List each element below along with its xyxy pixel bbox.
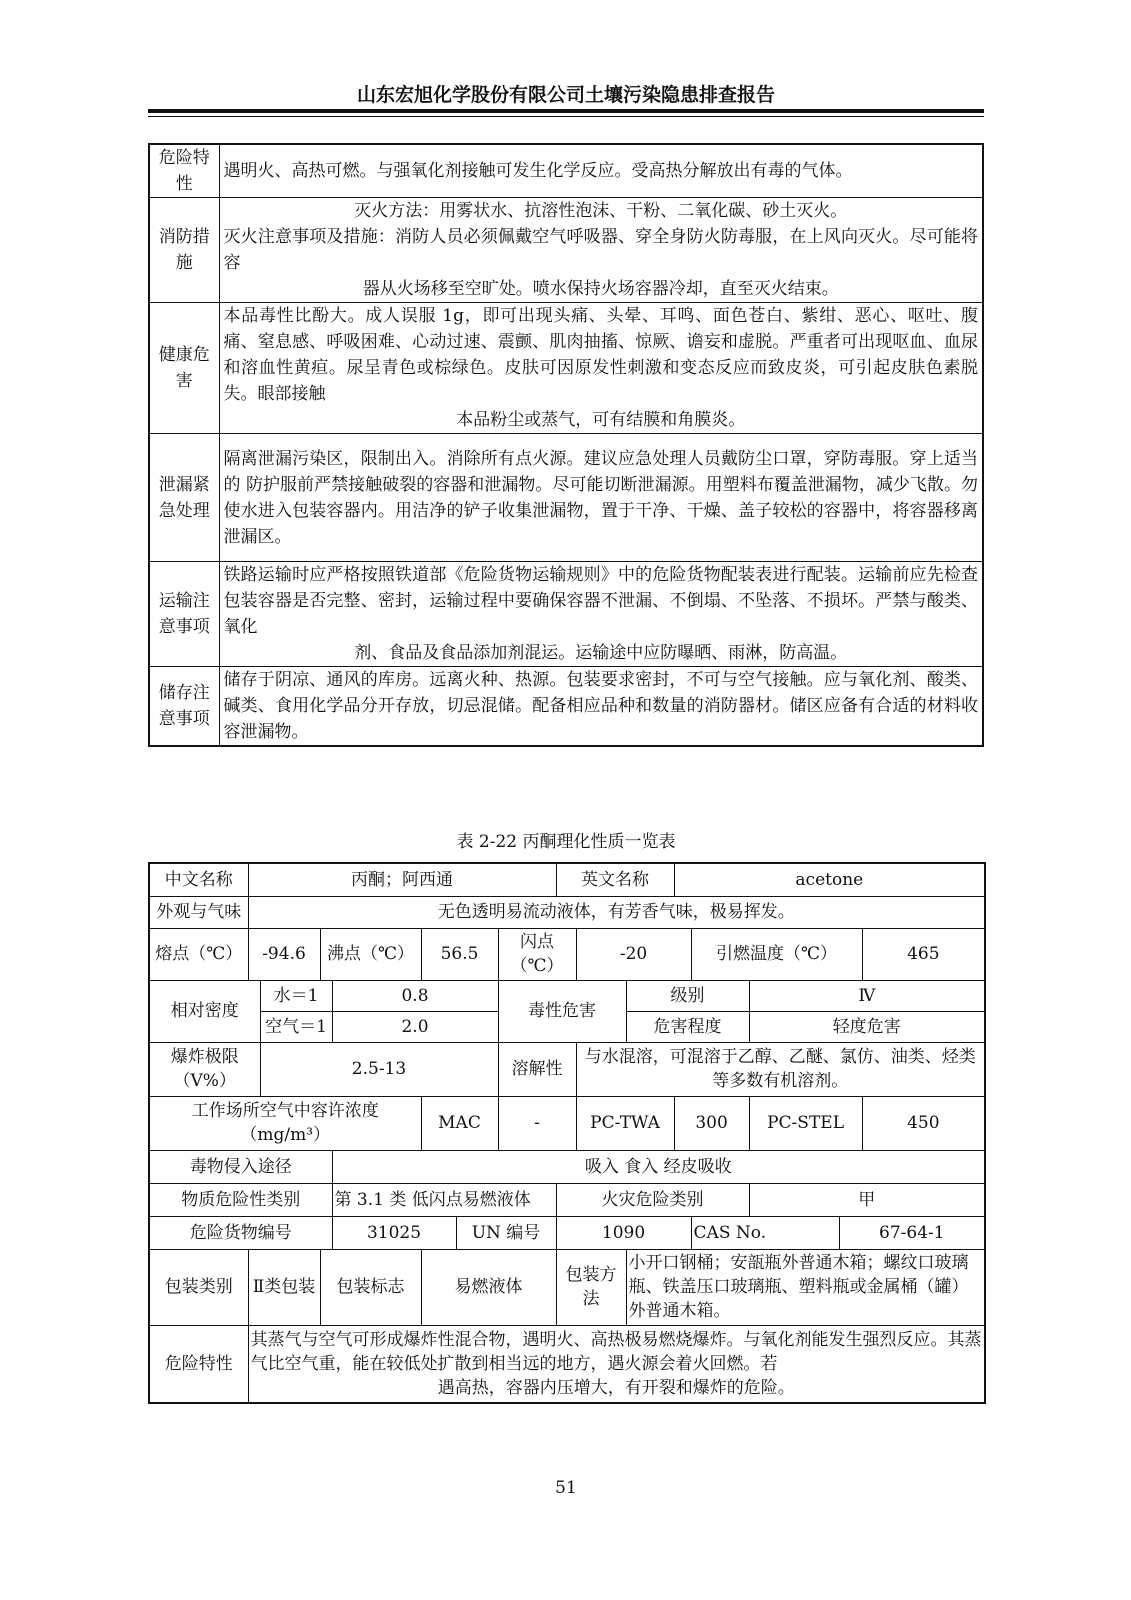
header-rule-thick — [148, 109, 984, 113]
autoignition-label: 引燃温度（℃） — [691, 928, 862, 980]
text-line: 灭火注意事项及措施：消防人员必须佩戴空气呼吸器、穿全身防火防毒服，在上风向灭火。尽可能将容 — [223, 227, 978, 273]
row-text-leak — [219, 434, 983, 562]
table-row — [149, 434, 983, 562]
page-header: 山东宏旭化学股份有限公司土壤污染隐患排查报告 — [356, 84, 775, 106]
text-line: 其蒸气与空气可形成爆炸性混合物，遇明火、高热极易燃烧爆炸。与氧化剂能发生强烈反应。其蒸气比空气重，能在较低处扩散到相当远的地方，遇火源会着火回燃。若 — [250, 1329, 982, 1374]
dg-number-value: 31025 — [332, 1216, 456, 1249]
cas-value: 67-64-1 — [839, 1216, 985, 1249]
row-label-firefighting: 消防措施 — [149, 198, 219, 303]
en-name-value: acetone — [674, 863, 985, 896]
table-row — [149, 1096, 985, 1150]
toxicity-label: 毒性危害 — [498, 980, 626, 1042]
flash-point-value: -20 — [576, 928, 691, 980]
text-line: 铁路运输时应严格按照铁道部《危险货物运输规则》中的危险货物配装表进行配装。运输前应先检查包装容器是否完整、密封，运输过程中要确保容器不泄漏、不倒塌、不坠落、不损坏。严禁与酸类、氧化 — [223, 565, 978, 637]
table-row — [149, 1042, 985, 1096]
relative-density-label: 相对密度 — [149, 980, 260, 1042]
solubility-label: 溶解性 — [498, 1042, 576, 1096]
pc-stel-label: PC-STEL — [749, 1096, 862, 1150]
table-row — [149, 863, 985, 896]
text-line: 灭火方法：用雾状水、抗溶性泡沫、干粉、二氧化碳、砂土灭火。 — [354, 201, 848, 221]
appearance-label: 外观与气味 — [149, 896, 248, 928]
table-row — [149, 1150, 985, 1183]
hazard-info-table — [148, 143, 984, 747]
fire-class-value: 甲 — [749, 1183, 985, 1216]
level-label: 级别 — [626, 980, 749, 1011]
table-row — [149, 980, 985, 1011]
appearance-value: 无色透明易流动液体，有芳香气味，极易挥发。 — [248, 896, 985, 928]
row-label-leak: 泄漏紧急处理 — [149, 434, 219, 562]
autoignition-value: 465 — [862, 928, 985, 980]
melting-point-value: -94.6 — [248, 928, 320, 980]
table-row — [149, 303, 983, 434]
pack-method-label: 包装方法 — [556, 1249, 626, 1325]
row-text-health — [219, 303, 983, 434]
page-number: 51 — [555, 1478, 577, 1498]
route-label: 毒物侵入途径 — [149, 1150, 332, 1183]
text-line: 遇高热，容器内压增大，有开裂和爆炸的危险。 — [437, 1377, 795, 1398]
dg-number-label: 危险货物编号 — [149, 1216, 332, 1249]
pc-twa-label: PC-TWA — [576, 1096, 674, 1150]
pack-mark-value: 易燃液体 — [421, 1249, 556, 1325]
text-line: 本品粉尘或蒸气，可有结膜和角膜炎。 — [456, 410, 746, 430]
table-row — [149, 144, 983, 198]
solubility-value: 与水混溶，可混溶于乙醇、乙醚、氯仿、油类、烃类等多数有机溶剂。 — [576, 1042, 985, 1096]
cas-label: CAS No. — [691, 1216, 839, 1249]
degree-value: 轻度危害 — [749, 1011, 985, 1042]
table-row — [149, 1183, 985, 1216]
text-line: 储存于阴凉、通风的库房。远离火种、热源。包装要求密封，不可与空气接触。应与氧化剂、酸类、碱类、食用化学品分开存放，切忌混储。配备相应品种和数量的消防器材。储区应备有合适的材料收容泄漏物。 — [223, 670, 978, 742]
text-line: 防护服前严禁接触破裂的容器和泄漏物。尽可能切断泄漏源。用塑料布覆盖泄漏物，减少飞散。勿使水进入包装容器内。用洁净的铲子收集泄漏物，置于干净、干燥、盖子较松的容器中，将容器移离泄漏区。 — [223, 474, 979, 547]
hazard-class-value: 第 3.1 类 低闪点易燃液体 — [332, 1183, 556, 1216]
row-label-transport: 运输注意事项 — [149, 562, 219, 667]
hazard-class-label: 物质危险性类别 — [149, 1183, 332, 1216]
explosion-limit-value: 2.5-13 — [260, 1042, 498, 1096]
degree-label: 危害程度 — [626, 1011, 749, 1042]
melting-point-label: 熔点（℃） — [149, 928, 248, 980]
pc-twa-value: 300 — [674, 1096, 749, 1150]
row-text-transport — [219, 562, 983, 667]
table-row — [149, 896, 985, 928]
water-label: 水＝1 — [260, 980, 332, 1011]
workplace-limit-label: 工作场所空气中容许浓度（mg/m³） — [149, 1096, 421, 1150]
pc-stel-value: 450 — [862, 1096, 985, 1150]
level-value: Ⅳ — [749, 980, 985, 1011]
boiling-point-label: 沸点（℃） — [320, 928, 421, 980]
text-line: 本品毒性比酚大。成人误服 1g，即可出现头痛、头晕、耳鸣、面色苍白、紫绀、恶心、呕吐、腹痛、窒息感、呼吸困难、心动过速、震颤、肌肉抽搐、惊厥、谵妄和虚脱。严重者可出现呕血、血尿和溶血性黄疸。尿呈青色或棕绿色。皮肤可因原发性刺激和变态反应而致皮炎，可引起皮肤色素脱失。眼部接触 — [223, 306, 978, 404]
text-line: 剂、食品及食品添加剂混运。运输途中应防曝晒、雨淋，防高温。 — [354, 643, 848, 663]
en-name-label: 英文名称 — [556, 863, 674, 896]
text-line: 隔离泄漏污染区，限制出入。消除所有点火源。建议应急处理人员戴防尘口罩，穿防毒服。穿上适当的 — [223, 448, 978, 495]
table-row — [149, 562, 983, 667]
mac-value: - — [498, 1096, 576, 1150]
table-row — [149, 928, 985, 980]
mac-label: MAC — [421, 1096, 498, 1150]
pack-mark-label: 包装标志 — [320, 1249, 421, 1325]
pack-class-label: 包装类别 — [149, 1249, 248, 1325]
table-row — [149, 1325, 985, 1403]
table-caption: 表 2-22 丙酮理化性质一览表 — [456, 832, 676, 852]
boiling-point-value: 56.5 — [421, 928, 498, 980]
table-row — [149, 1216, 985, 1249]
row-label-hazard: 危险特性 — [149, 144, 219, 198]
acetone-properties-table — [148, 862, 986, 1404]
un-number-label: UN 编号 — [456, 1216, 556, 1249]
text-line: 遇明火、高热可燃。与强氧化剂接触可发生化学反应。受高热分解放出有毒的气体。 — [223, 161, 853, 181]
pack-class-value: Ⅱ类包装 — [248, 1249, 320, 1325]
fire-class-label: 火灾危险类别 — [556, 1183, 749, 1216]
table-row — [149, 667, 983, 747]
cn-name-value: 丙酮；阿西通 — [248, 863, 556, 896]
danger-value — [248, 1325, 985, 1403]
air-value: 2.0 — [332, 1011, 498, 1042]
row-text-firefighting — [219, 198, 983, 303]
header-rule-thin — [148, 116, 984, 117]
table-row — [149, 198, 983, 303]
route-value: 吸入 食入 经皮吸收 — [332, 1150, 985, 1183]
explosion-limit-label: 爆炸极限（V%） — [149, 1042, 260, 1096]
row-text-storage — [219, 667, 983, 747]
row-label-health: 健康危害 — [149, 303, 219, 434]
row-text-hazard — [219, 144, 983, 198]
text-line: 器从火场移至空旷处。喷水保持火场容器冷却，直至灭火结束。 — [362, 279, 839, 299]
cn-name-label: 中文名称 — [149, 863, 248, 896]
danger-label: 危险特性 — [149, 1325, 248, 1403]
flash-point-label: 闪点（℃） — [498, 928, 576, 980]
un-number-value: 1090 — [556, 1216, 691, 1249]
water-value: 0.8 — [332, 980, 498, 1011]
pack-method-value: 小开口钢桶；安瓿瓶外普通木箱；螺纹口玻璃瓶、铁盖压口玻璃瓶、塑料瓶或金属桶（罐）外普通木箱。 — [626, 1249, 985, 1325]
table-row — [149, 1249, 985, 1325]
air-label: 空气＝1 — [260, 1011, 332, 1042]
row-label-storage: 储存注意事项 — [149, 667, 219, 747]
